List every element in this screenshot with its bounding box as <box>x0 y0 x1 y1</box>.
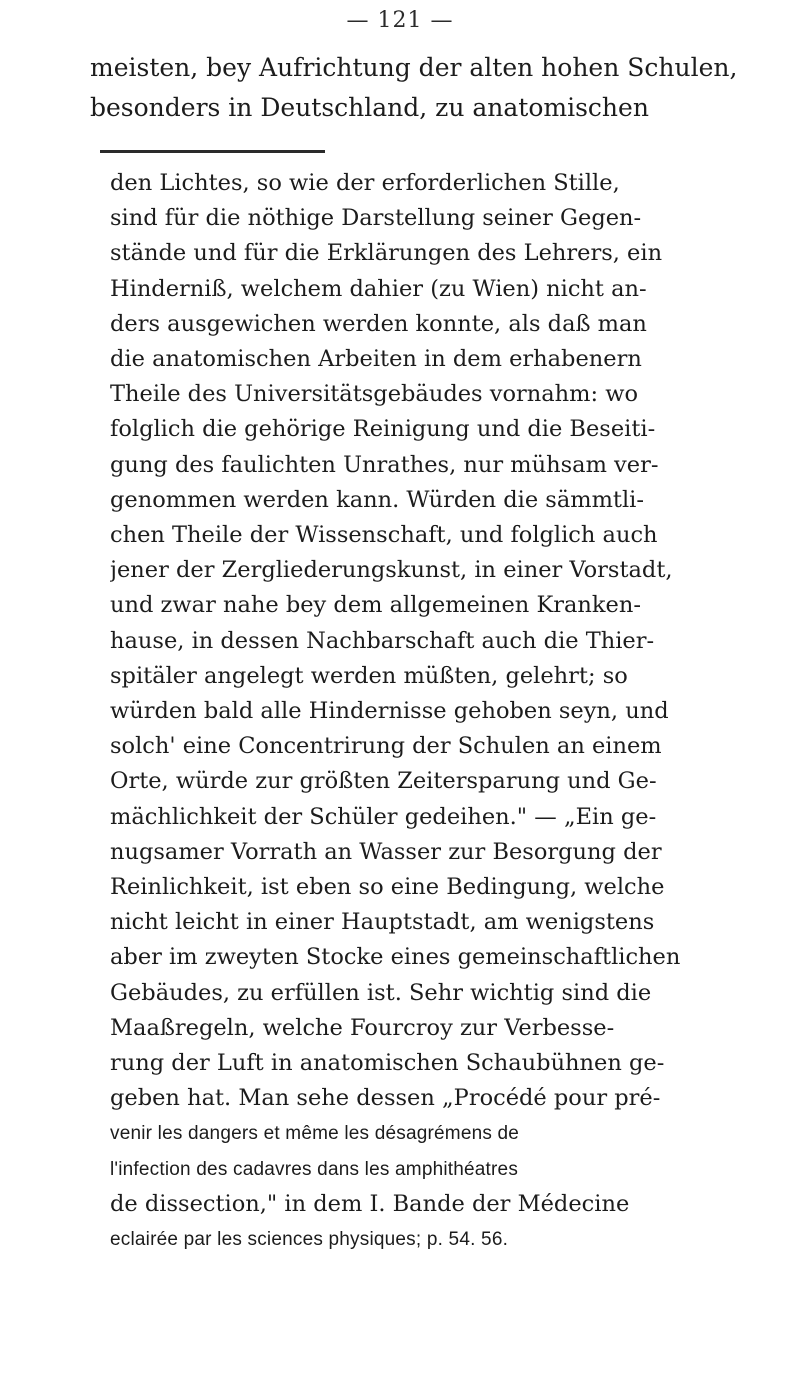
text-line: meisten, bey Aufrichtung der alten hohen Schulen, <box>90 53 738 82</box>
text-line: besonders in Deutschland, zu anatomischen <box>90 93 649 122</box>
text-line: nugsamer Vorrath an Wasser zur Besorgung der <box>110 838 662 865</box>
page-number: — 121 — <box>346 8 454 33</box>
header-paragraph <box>90 48 750 128</box>
text-line: stände und für die Erklärungen des Lehrers, ein <box>110 240 663 267</box>
text-line: l'infection des cadavres dans les amphithéatres <box>110 1158 519 1180</box>
footnote-divider <box>100 150 325 153</box>
text-line: Theile des Universitätsgebäudes vornahm: wo <box>110 381 639 408</box>
text-line: hause, in dessen Nachbarschaft auch die Thier- <box>110 627 655 654</box>
text-line: Hinderniß, welchem dahier (zu Wien) nicht an- <box>110 275 647 302</box>
text-line: venir les dangers et même les désagrémens de <box>110 1123 520 1145</box>
text-line: chen Theile der Wissenschaft, und folglich auch <box>110 522 658 549</box>
text-line: mächlichkeit der Schüler gedeihen." — „Ein ge- <box>110 803 657 830</box>
text-line: sind für die nöthige Darstellung seiner Gegen- <box>110 205 642 232</box>
text-line: de dissection," in dem I. Bande der Médecine <box>110 1190 630 1217</box>
text-line: solch' eine Concentrirung der Schulen an einem <box>110 733 662 760</box>
text-line: Maaßregeln, welche Fourcroy zur Verbesse- <box>110 1014 615 1041</box>
text-line: nicht leicht in einer Hauptstadt, am wenigstens <box>110 909 655 936</box>
text-line: und zwar nahe bey dem allgemeinen Kranken- <box>110 592 641 619</box>
text-line: eclairée par les sciences physiques; p. 54. 56. <box>110 1229 509 1251</box>
text-line: aber im zweyten Stocke eines gemeinschaftlichen <box>110 944 681 971</box>
text-line: genommen werden kann. Würden die sämmtli- <box>110 486 644 513</box>
text-line: Gebäudes, zu erfüllen ist. Sehr wichtig sind die <box>110 979 652 1006</box>
text-line: die anatomischen Arbeiten in dem erhabenern <box>110 346 642 373</box>
footnote-text <box>110 166 760 1257</box>
text-line: jener der Zergliederungskunst, in einer Vorstadt, <box>110 557 673 584</box>
text-line: den Lichtes, so wie der erforderlichen Stille, <box>110 170 620 196</box>
text-line: Reinlichkeit, ist eben so eine Bedingung, welche <box>110 874 665 901</box>
text-line: würden bald alle Hindernisse gehoben seyn, und <box>110 698 669 725</box>
text-line: rung der Luft in anatomischen Schaubühnen ge- <box>110 1050 665 1077</box>
text-line: folglich die gehörige Reinigung und die Beseiti- <box>110 416 656 443</box>
text-line: ders ausgewichen werden konnte, als daß man <box>110 310 647 337</box>
text-line: geben hat. Man sehe dessen „Procédé pour pré- <box>110 1085 661 1112</box>
text-line: spitäler angelegt werden müßten, gelehrt; so <box>110 662 628 689</box>
text-line: gung des faulichten Unrathes, nur mühsam ver- <box>110 451 659 478</box>
text-line: Orte, würde zur größten Zeitersparung und Ge- <box>110 768 657 795</box>
